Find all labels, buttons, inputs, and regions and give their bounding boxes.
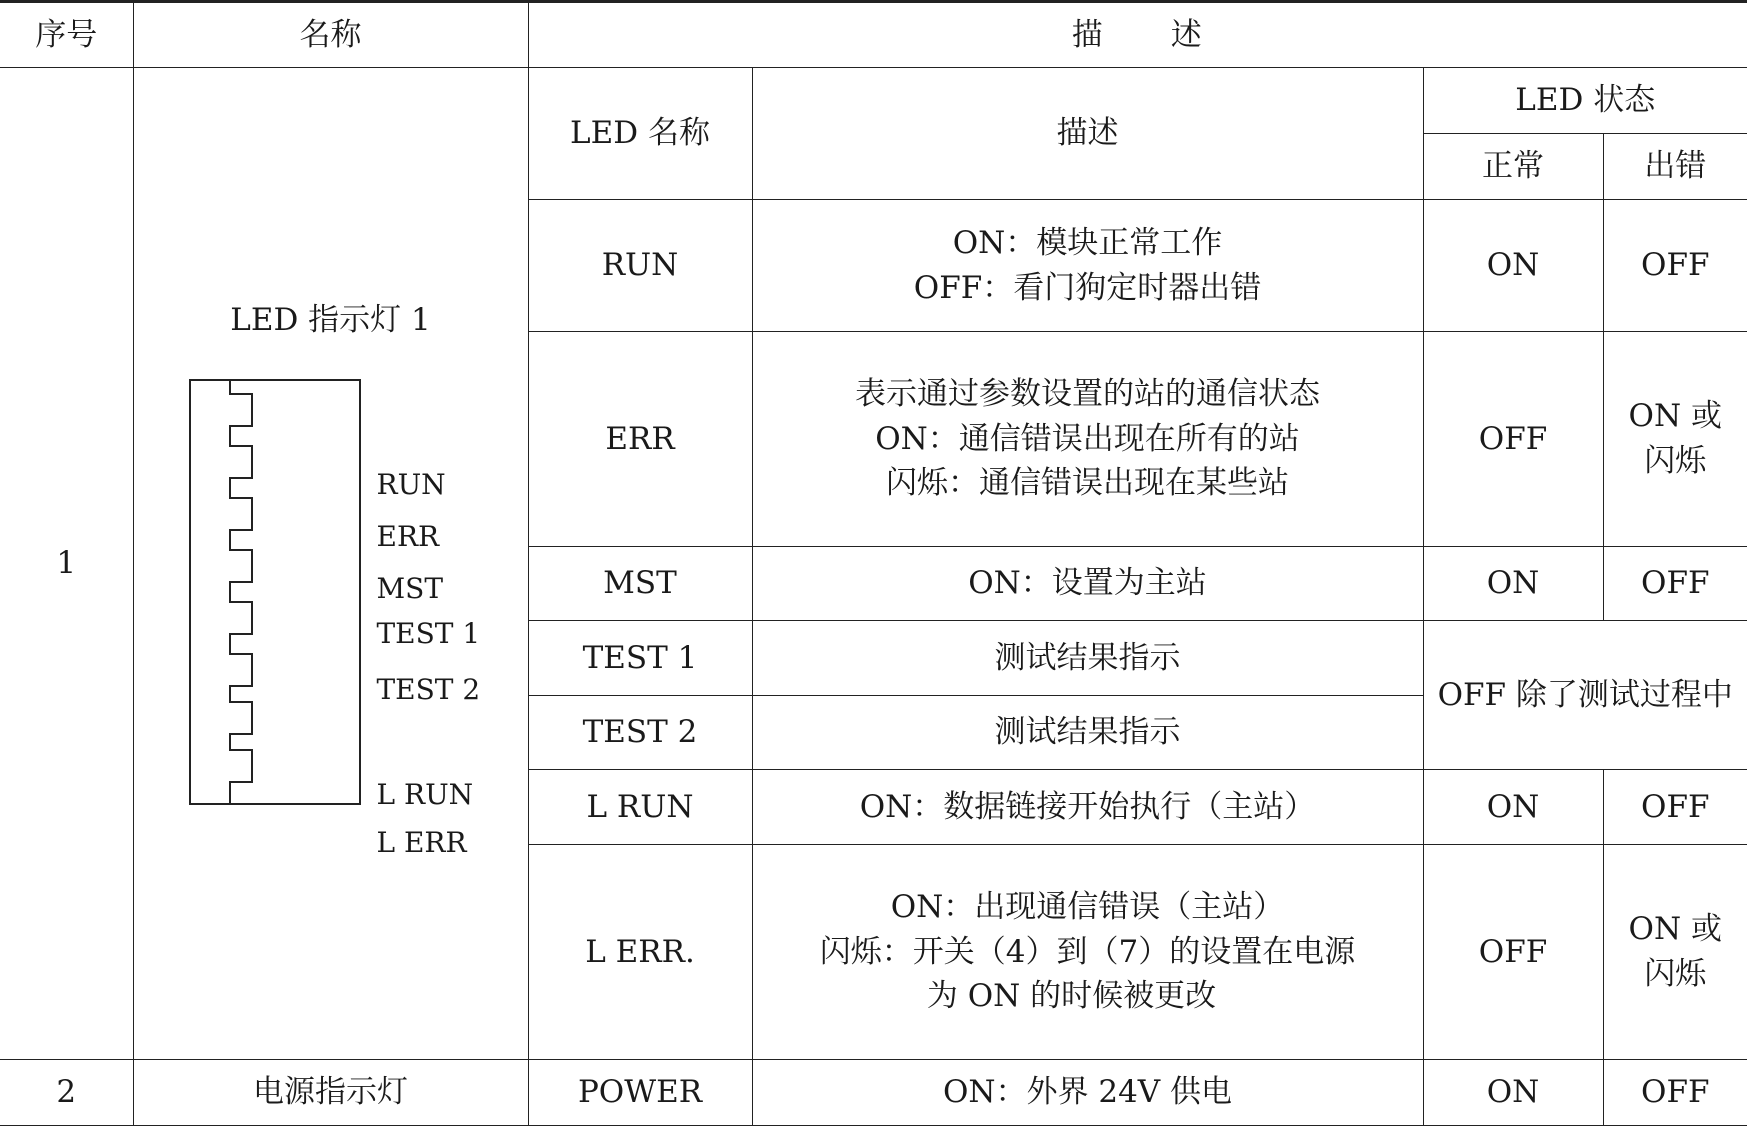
- header-no: 序号: [0, 2, 133, 68]
- desc-mst: ON：设置为主站: [752, 547, 1423, 621]
- desc-power: ON：外界 24V 供电: [752, 1060, 1423, 1126]
- diagram-label-test2: TEST 2: [376, 673, 481, 706]
- led-indicator-test2: [229, 601, 253, 635]
- led-panel-diagram: [189, 379, 361, 805]
- error-run: OFF: [1603, 200, 1747, 332]
- subheader-row-1: [0, 68, 1747, 134]
- subheader-led-state: LED 状态: [1423, 68, 1747, 134]
- diagram-label-test1: TEST 1: [376, 617, 481, 650]
- subheader-normal: 正常: [1423, 134, 1603, 200]
- header-name: 名称: [133, 2, 528, 68]
- desc-test2: 测试结果指示: [752, 696, 1423, 770]
- led-indicator-test1: [229, 549, 253, 583]
- normal-run: ON: [1423, 200, 1603, 332]
- subheader-desc: 描述: [752, 68, 1423, 200]
- error-lerr: ON 或 闪烁: [1603, 845, 1747, 1060]
- led-indicator-run: [229, 393, 253, 427]
- desc-run: ON：模块正常工作 OFF：看门狗定时器出错: [752, 200, 1423, 332]
- diagram-label-lrun: L RUN: [376, 778, 474, 811]
- led-indicator-spare: [229, 653, 253, 687]
- group1-name-cell: [133, 68, 528, 1060]
- group2-no: 2: [0, 1060, 133, 1126]
- normal-lerr: OFF: [1423, 845, 1603, 1060]
- error-mst: OFF: [1603, 547, 1747, 621]
- error-lrun: OFF: [1603, 770, 1747, 845]
- led-indicator-lrun: [229, 701, 253, 735]
- led-name-run: RUN: [528, 200, 752, 332]
- led-name-mst: MST: [528, 547, 752, 621]
- group2-name: 电源指示灯: [133, 1060, 528, 1126]
- normal-power: ON: [1423, 1060, 1603, 1126]
- state-test: OFF 除了测试过程中: [1423, 621, 1747, 770]
- desc-err: 表示通过参数设置的站的通信状态 ON：通信错误出现在所有的站 闪烁：通信错误出现在某些站: [752, 332, 1423, 547]
- led-name-err: ERR: [528, 332, 752, 547]
- diagram-label-mst: MST: [376, 572, 444, 605]
- desc-test1: 测试结果指示: [752, 621, 1423, 696]
- table-header-row: [0, 2, 1747, 68]
- subheader-error: 出错: [1603, 134, 1747, 200]
- normal-mst: ON: [1423, 547, 1603, 621]
- desc-lrun: ON：数据链接开始执行（主站）: [752, 770, 1423, 845]
- led-indicator-mst: [229, 497, 253, 531]
- diagram-label-run: RUN: [376, 468, 446, 501]
- diagram-label-err: ERR: [376, 520, 440, 553]
- subheader-led-name: LED 名称: [528, 68, 752, 200]
- header-desc: 描 述: [528, 2, 1747, 68]
- led-name-test2: TEST 2: [528, 696, 752, 770]
- led-name-lrun: L RUN: [528, 770, 752, 845]
- led-name-power: POWER: [528, 1060, 752, 1126]
- group1-no: 1: [0, 68, 133, 1060]
- diagram-label-lerr: L ERR: [376, 826, 467, 859]
- led-name-lerr: L ERR.: [528, 845, 752, 1060]
- normal-lrun: ON: [1423, 770, 1603, 845]
- error-power: OFF: [1603, 1060, 1747, 1126]
- led-indicator-lerr: [229, 749, 253, 783]
- desc-lerr: ON：出现通信错误（主站） 闪烁：开关（4）到（7）的设置在电源 为 ON 的时候被更改: [752, 845, 1423, 1060]
- normal-err: OFF: [1423, 332, 1603, 547]
- led-name-test1: TEST 1: [528, 621, 752, 696]
- led-indicator-err: [229, 445, 253, 479]
- group1-name: LED 指示灯 1: [230, 302, 431, 338]
- error-err: ON 或 闪烁: [1603, 332, 1747, 547]
- table-row-power: [0, 1060, 1747, 1126]
